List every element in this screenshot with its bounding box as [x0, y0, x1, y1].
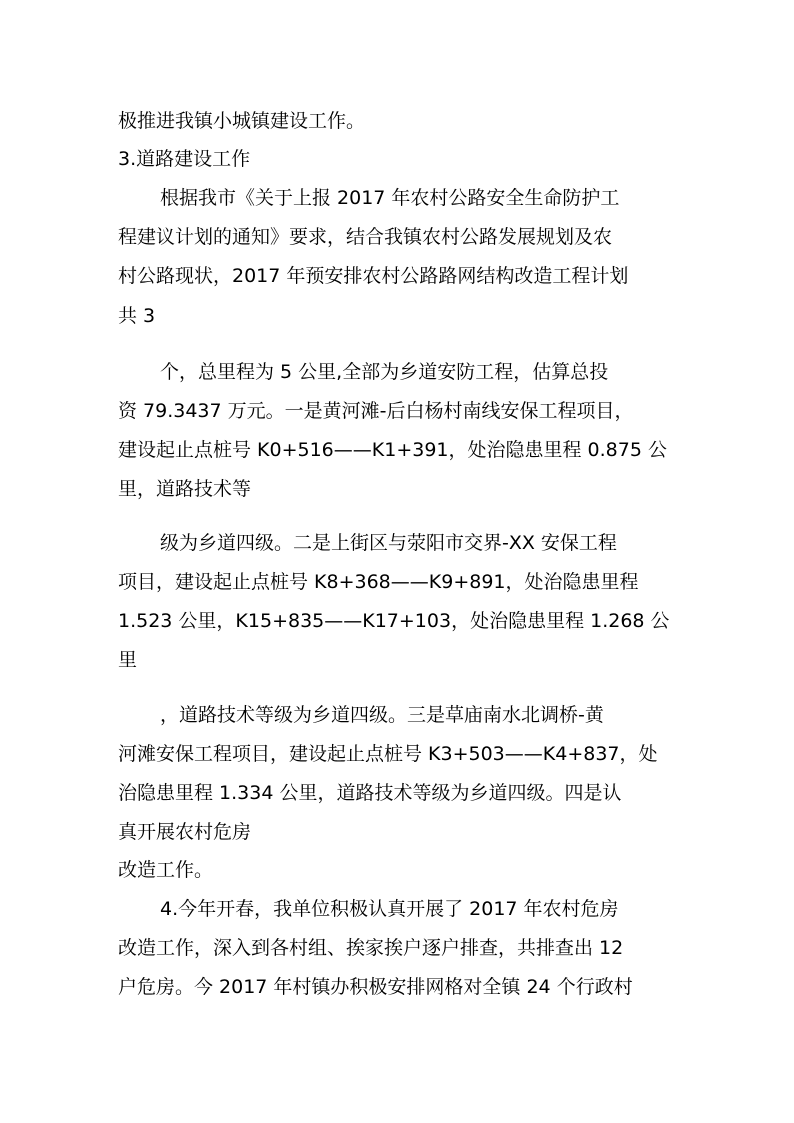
text-line: 建设起止点桩号 K0+516——K1+391，处治隐患里程 0.875 公 [118, 439, 667, 461]
text-line: 河滩安保工程项目，建设起止点桩号 K3+503——K4+837，处 [118, 743, 658, 765]
text-line: 1.523 公里，K15+835——K17+103，处治隐患里程 1.268 公 [118, 610, 670, 632]
text-line: 程建议计划的通知》要求，结合我镇农村公路发展规划及农 [118, 226, 613, 248]
text-line: 里，道路技术等 [118, 478, 252, 500]
text-line: 真开展农村危房 [118, 821, 252, 843]
section-heading: 3.道路建设工作 [118, 148, 251, 170]
text-line: 改造工作。 [118, 859, 214, 881]
section-heading: 4.今年开春，我单位积极认真开展了 2017 年农村危房 [160, 898, 619, 920]
text-line: 个，总里程为 5 公里,全部为乡道安防工程，估算总投 [160, 361, 609, 383]
text-line: 极推进我镇小城镇建设工作。 [118, 110, 366, 132]
text-line: 改造工作，深入到各村组、挨家挨户逐户排查，共排查出 12 [118, 937, 624, 959]
text-line: 共 3 [118, 305, 156, 327]
text-line: 项目，建设起止点桩号 K8+368——K9+891，处治隐患里程 [118, 571, 639, 593]
text-line: 村公路现状，2017 年预安排农村公路路网结构改造工程计划 [118, 265, 629, 287]
text-line: 户危房。今 2017 年村镇办积极安排网格对全镇 24 个行政村 [118, 976, 633, 998]
text-line: 资 79.3437 万元。一是黄河滩-后白杨村南线安保工程项目， [118, 400, 634, 422]
text-line: 治隐患里程 1.334 公里，道路技术等级为乡道四级。四是认 [118, 782, 622, 804]
text-line: 里 [118, 649, 138, 671]
text-line: ，道路技术等级为乡道四级。三是草庙南水北调桥-黄 [160, 704, 604, 726]
text-line: 级为乡道四级。二是上街区与荥阳市交界-XX 安保工程 [160, 532, 617, 554]
text-line: 根据我市《关于上报 2017 年农村公路安全生命防护工 [160, 187, 620, 209]
